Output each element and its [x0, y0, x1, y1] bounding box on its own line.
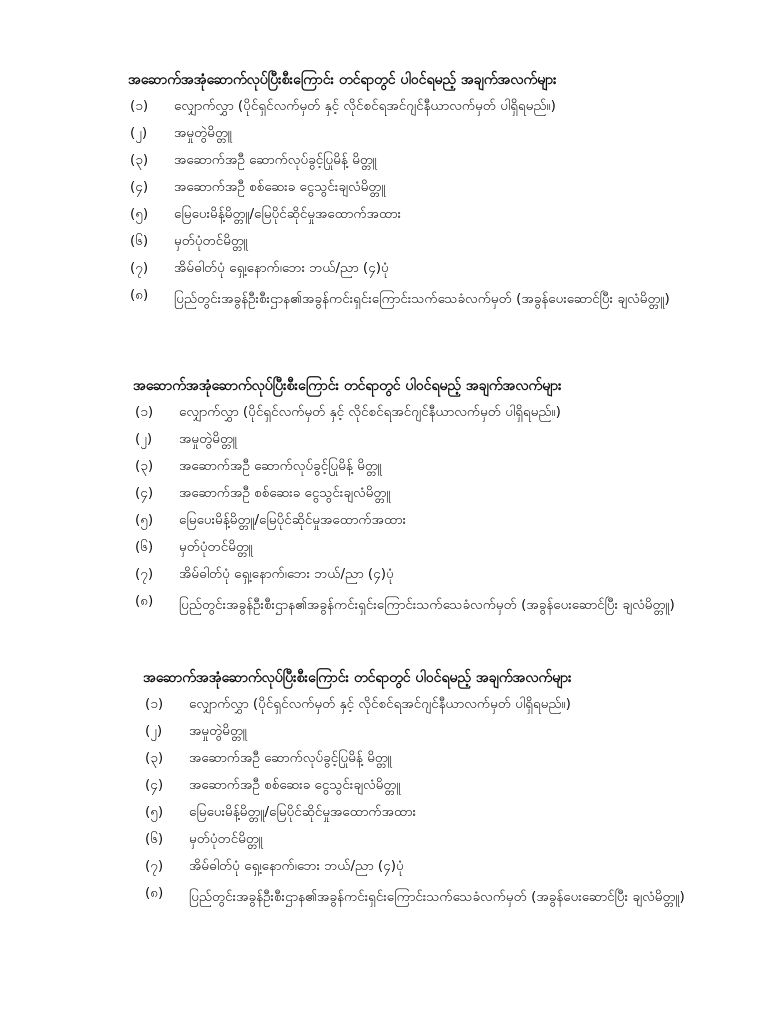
item-number: (၂): [145, 723, 163, 739]
item-number: (၁): [130, 98, 149, 114]
item-number: (၆): [145, 831, 164, 847]
item-text: ပြည်တွင်းအခွန်ဦးစီးဌာန၏အခွန်ကင်းရှင်းကြောင်းသက်သေခံလက်မှတ် (အခွန်ပေးဆောင်ပြီး ချလံမိတ္တူ): [179, 597, 675, 613]
item-number: (၈): [135, 593, 154, 609]
list-item: [143, 802, 768, 822]
list-item: [133, 402, 768, 422]
item-number: (၂): [135, 431, 153, 447]
list-item: [143, 856, 768, 876]
item-text: အမှုတွဲမိတ္တူ: [179, 431, 237, 447]
item-number: (၃): [130, 152, 149, 168]
list-item: [133, 483, 768, 503]
item-number: (၁): [145, 696, 164, 712]
item-number: (၇): [135, 566, 154, 582]
list-item: [128, 204, 768, 224]
list-item: [128, 231, 768, 251]
item-text: ပြည်တွင်းအခွန်ဦးစီးဌာန၏အခွန်ကင်းရှင်းကြောင်းသက်သေခံလက်မှတ် (အခွန်ပေးဆောင်ပြီး ချလံမိတ္တူ): [189, 889, 685, 905]
list-item: [128, 285, 768, 313]
list-item: [143, 829, 768, 849]
item-number: (၈): [145, 885, 164, 901]
item-number: (၇): [145, 858, 164, 874]
item-text: အိမ်ဓါတ်ပုံ ရှေ့၊နောက်၊ဘေး ဘယ်/ညာ (၄)ပုံ: [189, 858, 404, 874]
list-item: [133, 429, 768, 449]
list-item: [133, 456, 768, 476]
list-item: [143, 883, 768, 911]
document-section-1: [128, 70, 768, 320]
list-item: [128, 258, 768, 278]
item-number: (၆): [130, 233, 149, 249]
item-text: အဆောက်အဦ ဆောက်လုပ်ခွင့်ပြုမိန့် မိတ္တူ: [179, 458, 382, 474]
item-number: (၂): [130, 125, 148, 141]
item-number: (၇): [130, 260, 149, 276]
item-number: (၁): [135, 404, 154, 420]
list-item: [133, 591, 768, 619]
list-item: [128, 96, 768, 116]
document-section-3: [143, 668, 768, 918]
list-item: [143, 748, 768, 768]
item-text: လျှောက်လွှာ (ပိုင်ရှင်လက်မှတ် နှင့် လိုင်စင်ရအင်ဂျင်နီယာလက်မှတ် ပါရှိရမည်။): [179, 404, 561, 420]
item-text: အမှုတွဲမိတ္တူ: [174, 125, 232, 141]
section-title: အဆောက်အအုံဆောက်လုပ်ပြီးစီးကြောင်း တင်ရာတွင် ပါဝင်ရမည့် အချက်အလက်များ: [143, 670, 572, 686]
section-title: အဆောက်အအုံဆောက်လုပ်ပြီးစီးကြောင်း တင်ရာတွင် ပါဝင်ရမည့် အချက်အလက်များ: [133, 378, 562, 394]
item-text: မြေပေးမိန့်မိတ္တူ/မြေပိုင်ဆိုင်မှုအထောက်အထား: [179, 512, 406, 528]
item-number: (၅): [145, 804, 164, 820]
item-number: (၄): [130, 179, 149, 195]
item-number: (၄): [135, 485, 154, 501]
item-text: မြေပေးမိန့်မိတ္တူ/မြေပိုင်ဆိုင်မှုအထောက်အထား: [189, 804, 416, 820]
item-text: အိမ်ဓါတ်ပုံ ရှေ့၊နောက်၊ဘေး ဘယ်/ညာ (၄)ပုံ: [174, 260, 389, 276]
list-item: [133, 510, 768, 530]
item-number: (၃): [145, 750, 164, 766]
item-text: အဆောက်အဦ ဆောက်လုပ်ခွင့်ပြုမိန့် မိတ္တူ: [174, 152, 377, 168]
item-text: လျှောက်လွှာ (ပိုင်ရှင်လက်မှတ် နှင့် လိုင်စင်ရအင်ဂျင်နီယာလက်မှတ် ပါရှိရမည်။): [174, 98, 556, 114]
item-text: မြေပေးမိန့်မိတ္တူ/မြေပိုင်ဆိုင်မှုအထောက်အထား: [174, 206, 401, 222]
list-item: [143, 775, 768, 795]
document-section-2: [133, 376, 768, 626]
list-item: [128, 177, 768, 197]
list-item: [128, 150, 768, 170]
item-number: (၈): [130, 287, 149, 303]
item-text: ပြည်တွင်းအခွန်ဦးစီးဌာန၏အခွန်ကင်းရှင်းကြောင်းသက်သေခံလက်မှတ် (အခွန်ပေးဆောင်ပြီး ချလံမိတ္တူ): [174, 291, 670, 307]
item-text: အဆောက်အဦ စစ်ဆေးခ ငွေသွင်းချလံမိတ္တူ: [189, 777, 401, 793]
item-text: မှတ်ပုံတင်မိတ္တူ: [179, 539, 253, 555]
item-text: မှတ်ပုံတင်မိတ္တူ: [174, 233, 248, 249]
list-item: [143, 694, 768, 714]
list-item: [143, 721, 768, 741]
item-text: မှတ်ပုံတင်မိတ္တူ: [189, 831, 263, 847]
section-title: အဆောက်အအုံဆောက်လုပ်ပြီးစီးကြောင်း တင်ရာတွင် ပါဝင်ရမည့် အချက်အလက်များ: [128, 72, 557, 88]
item-number: (၆): [135, 539, 154, 555]
item-text: အိမ်ဓါတ်ပုံ ရှေ့၊နောက်၊ဘေး ဘယ်/ညာ (၄)ပုံ: [179, 566, 394, 582]
item-text: အမှုတွဲမိတ္တူ: [189, 723, 247, 739]
item-number: (၄): [145, 777, 164, 793]
item-number: (၃): [135, 458, 154, 474]
item-text: အဆောက်အဦ စစ်ဆေးခ ငွေသွင်းချလံမိတ္တူ: [179, 485, 391, 501]
item-number: (၅): [135, 512, 154, 528]
item-text: လျှောက်လွှာ (ပိုင်ရှင်လက်မှတ် နှင့် လိုင်စင်ရအင်ဂျင်နီယာလက်မှတ် ပါရှိရမည်။): [189, 696, 571, 712]
item-text: အဆောက်အဦ စစ်ဆေးခ ငွေသွင်းချလံမိတ္တူ: [174, 179, 386, 195]
list-item: [128, 123, 768, 143]
list-item: [133, 564, 768, 584]
list-item: [133, 537, 768, 557]
item-text: အဆောက်အဦ ဆောက်လုပ်ခွင့်ပြုမိန့် မိတ္တူ: [189, 750, 392, 766]
item-number: (၅): [130, 206, 149, 222]
